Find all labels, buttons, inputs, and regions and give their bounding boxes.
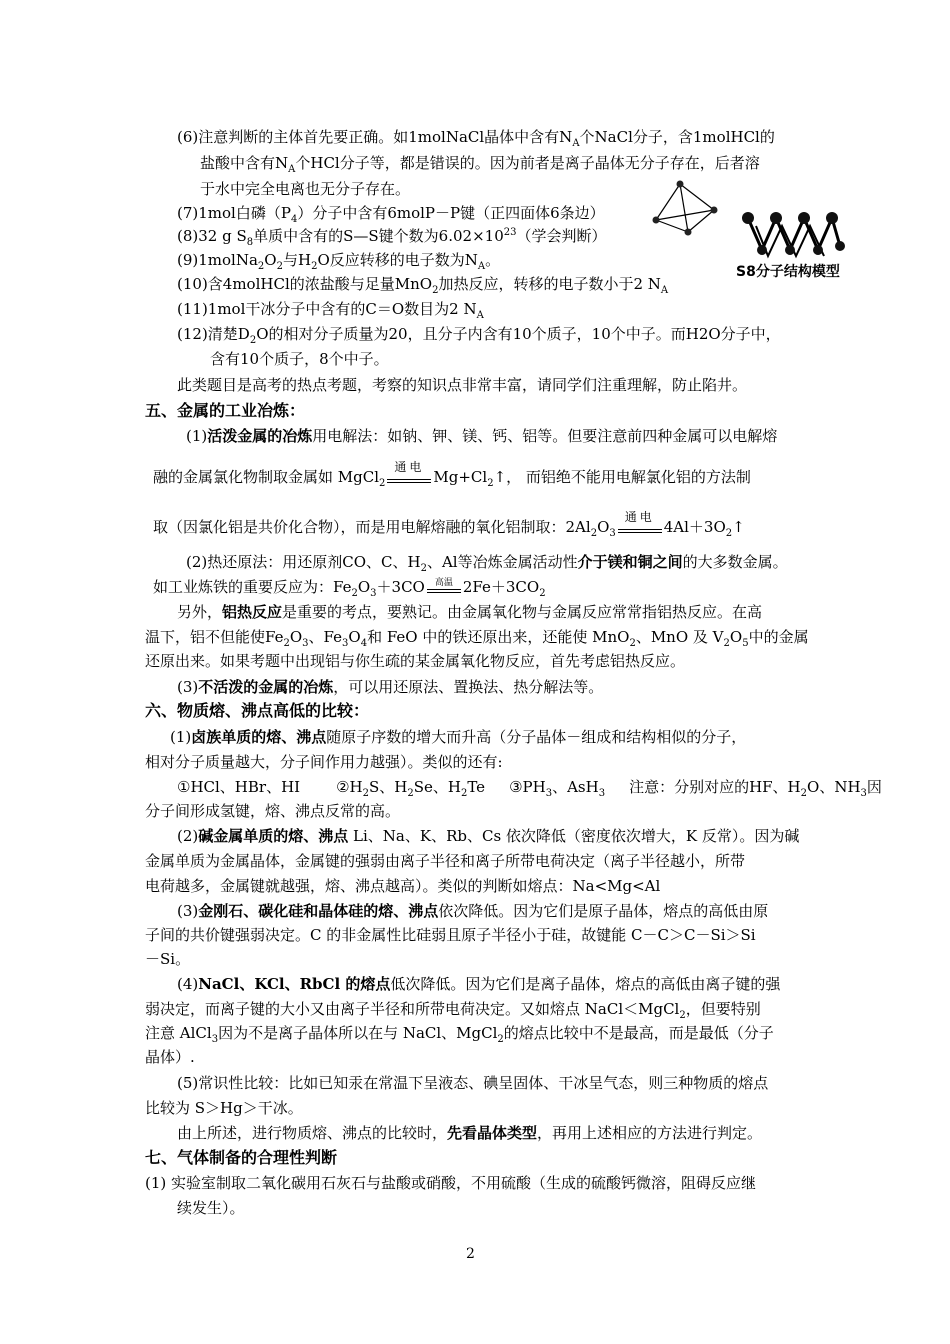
text-line: (4)NaCl、KCl、RbCl 的熔点低次降低。因为它们是离子晶体，熔点的高低由离子键的强 xyxy=(177,975,781,993)
text-line: 于水中完全电离也无分子存在。 xyxy=(200,180,411,198)
text-line: (12)清楚$D_2O$的相对分子质量为20，且分子内含有10个质子，10个中子。而H2O分子中， xyxy=(177,325,781,346)
text-line: 续发生）。 xyxy=(177,1199,245,1217)
text-line: 注意 AlCl$_3$因为不是离子晶体所以在与 NaCl、MgCl$_2$的熔点比较中不是最高，而是最低（分子 xyxy=(145,1024,774,1045)
reaction-arrow: 高温 xyxy=(427,578,461,598)
text-line: (7)1mol白磷$(P_4)$分子中含有6molP－P键（正四面体6条边） xyxy=(177,204,605,225)
text-line: (10)含4molHCl的浓盐酸与足量MnO$_2$加热反应，转移的电子数小于2 $N_A$ xyxy=(177,275,669,296)
text-line: 金属单质为金属晶体，金属键的强弱由离子半径和离子所带电荷决定（离子半径越小，所带 xyxy=(145,852,746,870)
text-line: 取（因氯化铝是共价化合物），而是用电解熔融的氧化铝制取：$2Al_2O_3$ 通电 $4Al+3O_2↑$ xyxy=(153,510,745,539)
text-line: 温下，铝不但能使$Fe_2O_3$、$Fe_3O_4$和 FeO 中的铁还原出来，还能使 MnO$_2$、MnO 及 $V_2O_5$中的金属 xyxy=(145,628,809,649)
text-line: (3)金刚石、碳化硅和晶体硅的熔、沸点依次降低。因为它们是原子晶体，熔点的高低由原 xyxy=(177,902,769,920)
section-heading: 六、物质熔、沸点高低的比较： xyxy=(145,701,370,720)
text-line: 分子间形成氢键，熔、沸点反常的高。 xyxy=(145,802,401,820)
page-number: 2 xyxy=(466,1246,475,1262)
text-line: 还原出来。如果考题中出现铝与你生疏的某金属氧化物反应，首先考虑铝热反应。 xyxy=(145,652,686,670)
text-line: 弱决定，而离子键的大小又由离子半径和所带电荷决定。又如熔点 NaCl＜MgCl$_2$，但要特别 xyxy=(145,1000,761,1021)
section-heading: 七、气体制备的合理性判断 xyxy=(145,1148,338,1167)
section-heading: 五、金属的工业冶炼： xyxy=(145,401,306,420)
text-line: 此类题目是高考的热点考题，考察的知识点非常丰富，请同学们注重理解，防止陷井。 xyxy=(177,376,748,394)
reaction-arrow: 通电 xyxy=(618,518,662,538)
s8-caption: S8分子结构模型 xyxy=(736,264,840,280)
text-line: 如工业炼铁的重要反应为：$Fe_2O_3+3CO$ 高温 $2Fe+3CO_2$ xyxy=(153,578,546,599)
text-line: (8)32 g $S_8$单质中含有的S—S键个数为$6.02\times 10^{23}$（学会判断） xyxy=(177,227,607,248)
text-line: 相对分子质量越大，分子间作用力越强）。类似的还有: xyxy=(145,753,503,771)
text-line: 盐酸中含有$N_A$个HCl分子等，都是错误的。因为前者是离子晶体无分子存在，后者溶 xyxy=(200,154,760,175)
text-line: 比较为 S＞Hg＞干冰。 xyxy=(145,1099,303,1117)
text-line: (11)1mol干冰分子中含有的C＝O数目为2 $N_A$ xyxy=(177,300,484,321)
text-line: －Si。 xyxy=(145,950,191,968)
text-line: (1)活泼金属的冶炼用电解法：如钠、钾、镁、钙、铝等。但要注意前四种金属可以电解熔 xyxy=(186,427,778,445)
text-line: 晶体）. xyxy=(145,1048,195,1066)
text-line: $(9)1molNa_2O_2$与$H_2O$反应转移的电子数为$N_A$。 xyxy=(177,251,501,272)
s8-crown-diagram xyxy=(740,206,850,262)
text-line: (2)碱金属单质的熔、沸点 Li、Na、K、Rb、Cs 依次降低（密度依次增大，K 反常）。因为碱 xyxy=(177,827,800,845)
text-line: (1)卤族单质的熔、沸点随原子序数的增大而升高（分子晶体－组成和结构相似的分子， xyxy=(170,728,747,746)
text-line: (3)不活泼的金属的冶炼，可以用还原法、置换法、热分解法等。 xyxy=(177,678,604,696)
text-line: (1) 实验室制取二氧化碳用石灰石与盐酸或硝酸，不用硫酸（生成的硫酸钙微溶，阻碍反应继 xyxy=(145,1174,757,1192)
text-line: 融的金属氯化物制取金属如 MgCl$_2$ 通电 $Mg+Cl_2↑$， 而铝绝不能用电解氯化铝的方法制 xyxy=(153,460,751,489)
text-line: 含有10个质子，8个中子。 xyxy=(210,350,389,368)
text-line: 电荷越多，金属键就越强，熔、沸点越高）。类似的判断如熔点：Na<Mg<Al xyxy=(145,877,661,895)
text-line: 另外，铝热反应是重要的考点，要熟记。由金属氧化物与金属反应常常指铝热反应。在高 xyxy=(177,603,763,621)
p4-tetrahedron-diagram xyxy=(650,180,720,238)
text-line: (6)注意判断的主体首先要正确。如1molNaCl晶体中含有$N_A$个NaCl分子，含1molHCl的 xyxy=(177,128,775,149)
text-line: (2)热还原法：用还原剂CO、C、$H_2$、Al等冶炼金属活动性介于镁和铜之间的大多数金属。 xyxy=(186,553,788,574)
text-line: ①HCl、HBr、HI $②H_2S$、$H_2Se$、$H_2Te$ $③PH_3$、AsH$_3$ 注意：分别对应的HF、$H_2O$、$NH_3$因 xyxy=(177,778,882,799)
reaction-arrow: 通电 xyxy=(387,468,431,488)
text-line: (5)常识性比较：比如已知汞在常温下呈液态、碘呈固体、干冰呈气态，则三种物质的熔点 xyxy=(177,1074,769,1092)
text-line: 由上所述，进行物质熔、沸点的比较时，先看晶体类型，再用上述相应的方法进行判定。 xyxy=(177,1124,763,1142)
text-line: 子间的共价键强弱决定。C 的非金属性比硅弱且原子半径小于硅，故键能 C－C＞C－Si＞Si xyxy=(145,926,756,944)
